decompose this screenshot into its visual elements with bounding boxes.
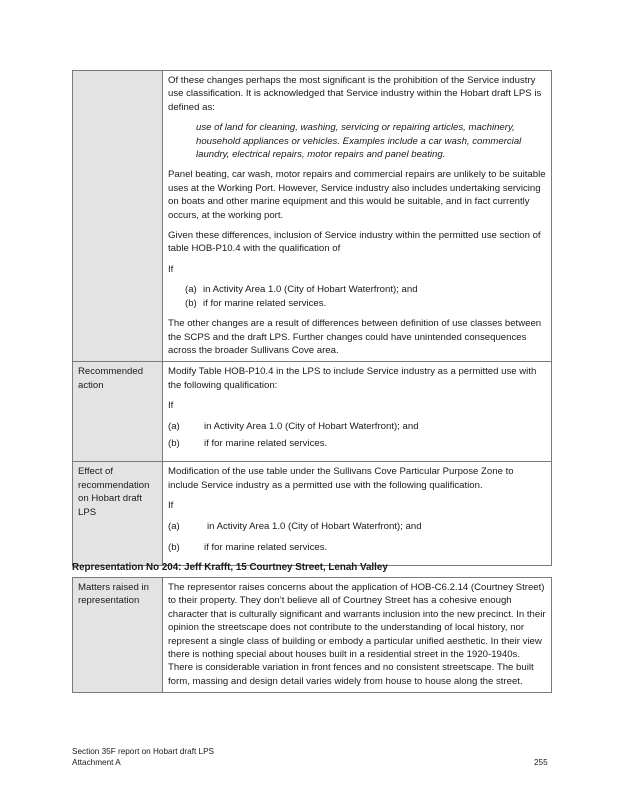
footer-line: Attachment A	[72, 758, 121, 767]
list-item: (a) in Activity Area 1.0 (City of Hobart Waterfront); and	[168, 420, 419, 432]
page-footer	[72, 746, 214, 768]
paragraph: Of these changes perhaps the most significant is the prohibition of the Service industry use classification. It is acknowledged that Service industry within the Hobart draft LPS is defined as:	[168, 75, 542, 113]
representation-heading: Representation No 204: Jeff Krafft, 15 Courtney Street, Lenah Valley	[72, 562, 388, 573]
row-label-empty	[73, 71, 163, 362]
page-number: 255	[534, 758, 548, 767]
if-label: If	[168, 263, 174, 275]
assessment-table	[72, 70, 552, 566]
row-content	[163, 578, 552, 693]
paragraph: Modify Table HOB-P10.4 in the LPS to include Service industry as a permitted use with the following qualification:	[168, 366, 537, 391]
table-row	[73, 362, 552, 462]
row-label: Effect of recommendation on Hobart draft LPS	[73, 462, 163, 566]
if-label: If	[168, 500, 174, 512]
paragraph: The other changes are a result of differences between definition of use classes between the SCPS and the draft LPS. Further changes could have unintended consequences across the broader Sullivans Cove area.	[168, 318, 542, 356]
list-item: (b) if for marine related services.	[168, 541, 328, 553]
representation-table	[72, 577, 552, 693]
paragraph: Given these differences, inclusion of Service industry within the permitted use section of table HOB-P10.4 with the qualification of	[168, 230, 541, 255]
qualification-list	[168, 520, 546, 555]
row-label: Recommended action	[73, 362, 163, 462]
paragraph: Panel beating, car wash, motor repairs and commercial repairs are unlikely to be suitable uses at the Working Port. However, Service industry also includes undertaking servicing on boats and other marine equipment and this would be suitable, and in fact currently occurs, at the working port.	[168, 169, 546, 221]
table-row	[73, 578, 552, 693]
table-row	[73, 71, 552, 362]
row-content	[163, 71, 552, 362]
paragraph: The representor raises concerns about the application of HOB-C6.2.14 (Courtney Street) to their property. They don’t believe all of Courtney Street has a cohesive enough character that is culturally significant and warrants inclusion into the new precinct. In their opinion the streetscape does not contribute to the understanding of local history, nor represent a single class of building or embody a particular unified aesthetic. In their view there is nothing special about houses built in a residential street in the 1920-1940s. There is considerable variation in front fences and no consistent streetscape. The built form, massing and design detail varies widely from house to house along the street.	[168, 582, 546, 687]
list-item: (b) if for marine related services.	[185, 297, 327, 309]
row-label: Matters raised in representation	[73, 578, 163, 693]
list-item: (a) in Activity Area 1.0 (City of Hobart Waterfront); and	[185, 284, 418, 296]
list-item: (b) if for marine related services.	[168, 437, 328, 449]
if-label: If	[168, 400, 174, 412]
paragraph: Modification of the use table under the Sullivans Cove Particular Purpose Zone to include Service industry as a permitted use with the following qualification.	[168, 466, 514, 491]
row-content	[163, 362, 552, 462]
table-row	[73, 462, 552, 566]
qualification-list	[168, 420, 546, 451]
footer-line: Section 35F report on Hobart draft LPS	[72, 747, 214, 756]
definition-quote: use of land for cleaning, washing, servicing or repairing articles, machinery, household appliances or vehicles. Examples include a car wash, commercial laundry, electrical repairs, motor repairs and panel beating.	[196, 122, 522, 161]
list-item: (a) in Activity Area 1.0 (City of Hobart Waterfront); and	[168, 520, 422, 532]
qualification-list	[168, 283, 546, 310]
row-content	[163, 462, 552, 566]
